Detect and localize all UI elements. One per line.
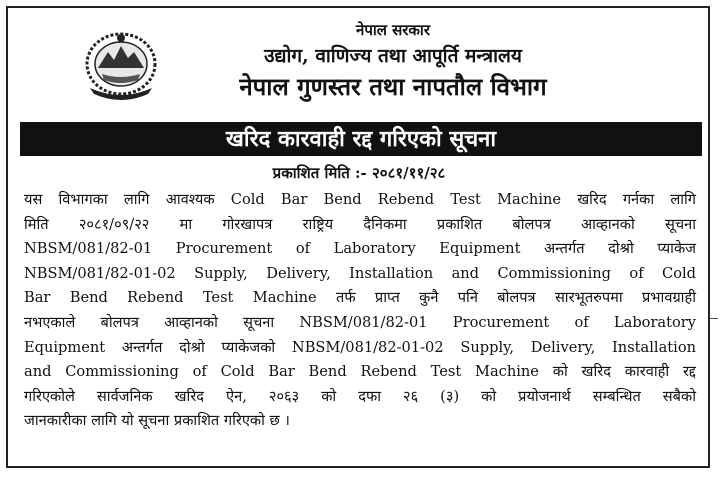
notice-body-line: मिति २०८१/०९/२२ मा गोरखापत्र राष्ट्रिय दैनिकमा प्रकाशित बोलपत्र आव्हानको सूचना	[24, 215, 696, 233]
published-date: प्रकाशित मिति :- २०८१/११/२८	[272, 164, 446, 182]
nepal-coat-of-arms-icon	[78, 22, 164, 102]
notice-body-line: गरिएकोले सार्वजनिक खरिद ऐन, २०६३ को दफा २६ (३) को प्रयोजनार्थ सम्बन्धित सबैको	[24, 387, 696, 405]
edge-mark	[710, 318, 718, 319]
notice-body-line: जानकारीका लागि यो सूचना प्रकाशित गरिएको छ ।	[24, 412, 290, 430]
notice-title: खरिद कारवाही रद्द गरिएको सूचना	[20, 122, 702, 156]
notice-body-line: Equipment अन्तर्गत दोश्रो प्याकेजको NBSM/081/82-01-02 Supply, Delivery, Installation	[24, 338, 696, 356]
notice-frame	[6, 6, 710, 468]
notice-body-line: Bar Bend Rebend Test Machine तर्फ प्राप्त कुनै पनि बोलपत्र सारभूतरुपमा प्रभावग्राही	[24, 289, 696, 307]
notice-body-line: NBSM/081/82-01-02 Supply, Delivery, Installation and Commissioning of Cold	[24, 264, 696, 282]
government-name: नेपाल सरकार	[356, 21, 430, 39]
notice-body-line: and Commissioning of Cold Bar Bend Rebend Test Machine को खरिद कारवाही रद्द	[24, 363, 696, 381]
notice-body	[24, 188, 696, 434]
ministry-name: उद्योग, वाणिज्य तथा आपूर्ति मन्त्रालय	[264, 45, 522, 67]
department-name: नेपाल गुणस्तर तथा नापतौल विभाग	[239, 72, 547, 101]
notice-body-line: NBSM/081/82-01 Procurement of Laboratory Equipment अन्तर्गत दोश्रो प्याकेज	[24, 240, 696, 258]
notice-body-line: यस विभागका लागि आवश्यक Cold Bar Bend Rebend Test Machine खरिद गर्नका लागि	[24, 191, 696, 208]
notice-body-line: नभएकाले बोलपत्र आव्हानको सूचना NBSM/081/82-01 Procurement of Laboratory	[24, 313, 696, 331]
